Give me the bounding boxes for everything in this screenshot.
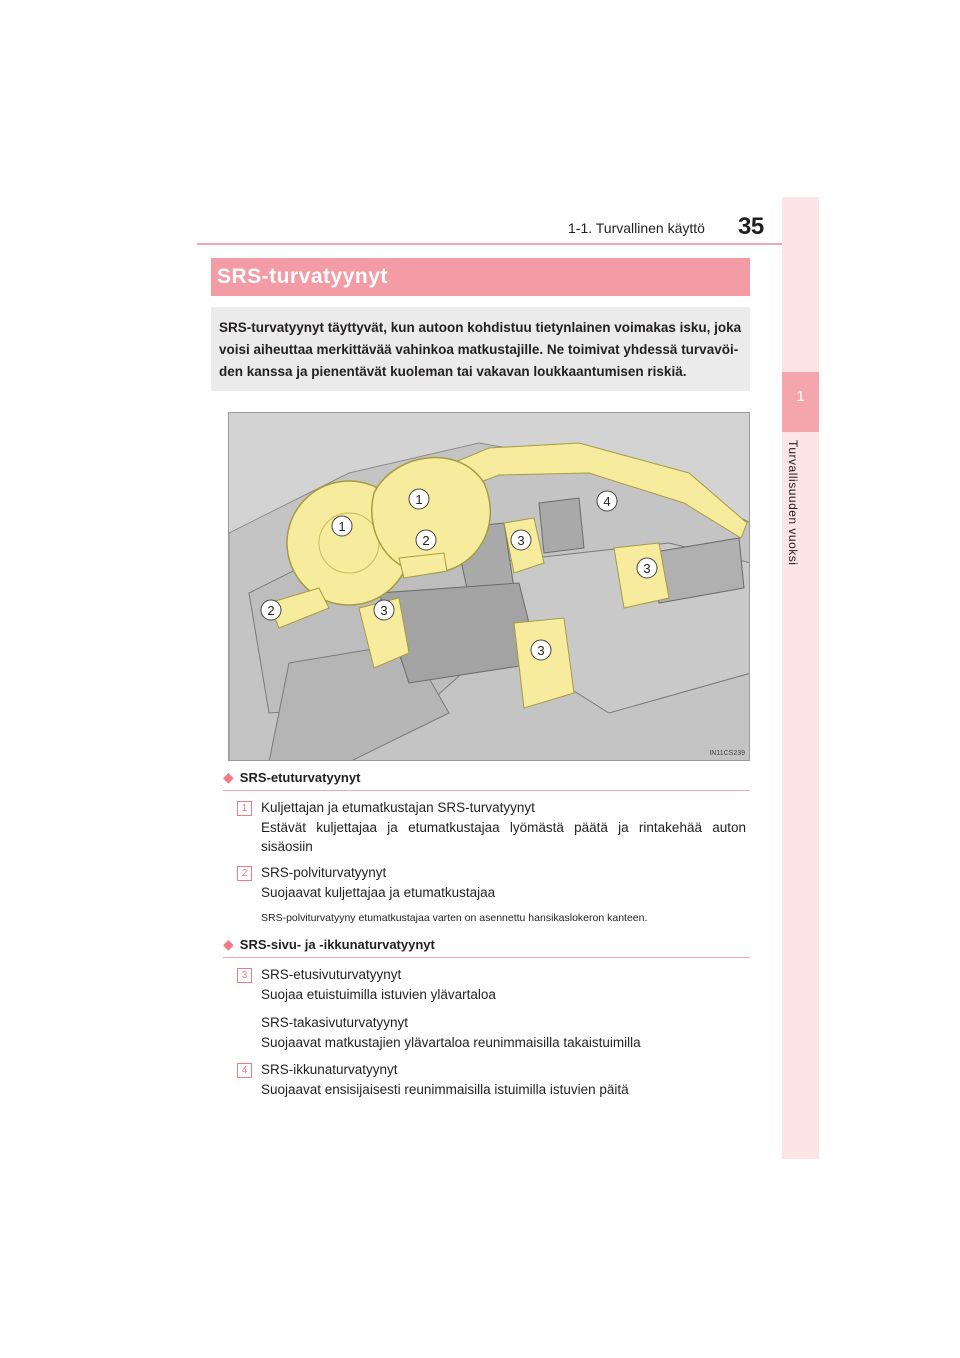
item-description: Suojaa etuistuimilla istuvien ylävartaloa bbox=[261, 987, 496, 1002]
page-title: SRS-turvatyynyt bbox=[211, 258, 750, 296]
item-description: Estävät kuljettajaa ja etumatkustajaa lyömästä päätä ja rintakehää auton sisäosiin bbox=[261, 820, 746, 854]
item-number-badge: 4 bbox=[237, 1063, 252, 1078]
svg-text:3: 3 bbox=[380, 603, 388, 618]
callout-3d bbox=[531, 640, 551, 660]
chapter-number: 1 bbox=[796, 388, 805, 405]
svg-text:1: 1 bbox=[415, 492, 423, 507]
chapter-label: Turvallisuuden vuoksi bbox=[786, 440, 800, 566]
callout-layer bbox=[229, 413, 750, 761]
svg-text:2: 2 bbox=[267, 603, 275, 618]
chapter-side-tab bbox=[782, 197, 819, 1159]
item-title: SRS-etusivuturvatyynyt bbox=[261, 967, 402, 982]
header-divider bbox=[197, 243, 819, 245]
callout-1b bbox=[332, 516, 352, 536]
callout-3c bbox=[374, 600, 394, 620]
item-description: Suojaavat matkustajien ylävartaloa reunimmaisilla takaistuimilla bbox=[261, 1035, 641, 1050]
item-description: Suojaavat kuljettajaa ja etumatkustajaa bbox=[261, 885, 496, 900]
section-heading-side: ◆ SRS-sivu- ja -ikkunaturvatyynyt bbox=[223, 936, 435, 952]
callout-2b bbox=[261, 600, 281, 620]
section-divider bbox=[223, 790, 750, 791]
section-heading-front: ◆ SRS-etuturvatyynyt bbox=[223, 769, 361, 785]
svg-text:2: 2 bbox=[422, 533, 430, 548]
intro-text: SRS-turvatyynyt täyttyvät, kun autoon kohdistuu tietynlainen voimakas isku, joka voisi aiheuttaa merkittävää vahinkoa matkustajille. Ne toimivat yhdessä turvavöiden kanssa ja pienentävät kuoleman tai vakavan loukkaantumisen riskiä. bbox=[211, 307, 750, 391]
item-title: SRS-ikkunaturvatyynyt bbox=[261, 1062, 398, 1077]
diamond-icon: ◆ bbox=[223, 936, 234, 952]
page-number: 35 bbox=[738, 213, 764, 240]
item-title: Kuljettajan ja etumatkustajan SRS-turvatyynyt bbox=[261, 800, 535, 815]
item-number-badge: 1 bbox=[237, 801, 252, 816]
svg-text:4: 4 bbox=[603, 494, 611, 509]
item-description: Suojaavat ensisijaisesti reunimmaisilla istuimilla istuvien päitä bbox=[261, 1082, 629, 1097]
figure-code: IN11CS239 bbox=[709, 750, 745, 757]
callout-4 bbox=[597, 491, 617, 511]
section-divider bbox=[223, 957, 750, 958]
item-number-badge: 2 bbox=[237, 866, 252, 881]
item-note: SRS-polviturvatyyny etumatkustajaa varten on asennettu hansikaslokeron kanteen. bbox=[261, 912, 648, 924]
svg-text:1: 1 bbox=[338, 519, 346, 534]
callout-1a bbox=[409, 489, 429, 509]
airbag-illustration bbox=[228, 412, 750, 761]
svg-text:3: 3 bbox=[537, 643, 545, 658]
svg-text:3: 3 bbox=[643, 561, 651, 576]
item-title: SRS-takasivuturvatyynyt bbox=[261, 1015, 409, 1030]
item-title: SRS-polviturvatyynyt bbox=[261, 865, 387, 880]
callout-2a bbox=[416, 530, 436, 550]
section-path: 1-1. Turvallinen käyttö bbox=[568, 220, 705, 236]
svg-text:3: 3 bbox=[517, 533, 525, 548]
callout-3b bbox=[637, 558, 657, 578]
callout-3a bbox=[511, 530, 531, 550]
item-number-badge: 3 bbox=[237, 968, 252, 983]
diamond-icon: ◆ bbox=[223, 769, 234, 785]
